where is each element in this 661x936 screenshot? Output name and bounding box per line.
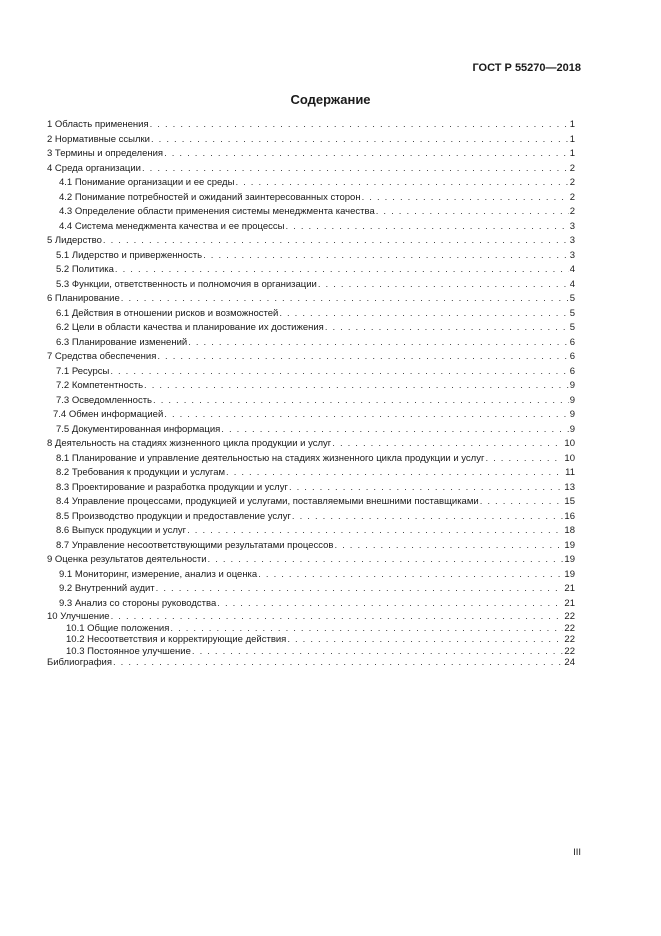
toc-entry-page: 16 — [564, 510, 575, 522]
toc-entry-page: 9 — [569, 423, 575, 435]
toc-entry-page: 24 — [564, 657, 575, 668]
toc-entry-page: 21 — [564, 597, 575, 609]
toc-entry-label: 10.3 Постоянное улучшение — [66, 645, 191, 657]
dot-leader — [164, 408, 568, 423]
toc-entry-label: 7.5 Документированная информация — [56, 423, 221, 435]
toc-entry-label: 4.2 Понимание потребностей и ожиданий заинтересованных сторон — [59, 191, 361, 203]
toc-entry-label: 4 Среда организации — [47, 162, 141, 174]
dot-leader — [292, 510, 564, 525]
dot-leader — [110, 365, 568, 380]
dot-leader — [157, 350, 568, 365]
toc-entry-label: 2 Нормативные ссылки — [47, 133, 150, 145]
toc-entry-label: 7.3 Осведомленность — [56, 394, 153, 406]
toc-entry[interactable] — [47, 162, 575, 177]
page-title: Содержание — [290, 92, 371, 107]
dot-leader — [151, 133, 569, 148]
toc-entry[interactable] — [47, 568, 575, 583]
toc-entry[interactable] — [47, 408, 575, 423]
toc-entry[interactable] — [47, 321, 575, 336]
toc-entry-label: 5 Лидерство — [47, 235, 102, 246]
toc-entry-page: 4 — [569, 278, 575, 290]
toc-entry-label: 10.2 Несоответствия и корректирующие действия — [66, 634, 287, 645]
toc-entry-page: 10 — [564, 452, 575, 464]
toc-entry-label: 10 Улучшение — [47, 611, 110, 622]
toc-entry-page: 5 — [569, 307, 575, 319]
toc-entry[interactable] — [47, 481, 575, 496]
dot-leader — [217, 597, 563, 612]
toc-entry-page: 5 — [569, 293, 575, 304]
toc-entry[interactable] — [47, 350, 575, 365]
toc-entry[interactable] — [47, 292, 575, 307]
toc-entry[interactable] — [47, 379, 575, 394]
toc-entry-page: 2 — [569, 206, 575, 217]
dot-leader — [325, 321, 569, 336]
toc-entry-page: 21 — [564, 583, 575, 594]
toc-entry-page: 2 — [569, 177, 575, 188]
toc-entry-page: 6 — [569, 336, 575, 348]
toc-entry[interactable] — [47, 582, 575, 597]
dot-leader — [187, 524, 563, 539]
toc-entry-page: 1 — [569, 119, 575, 130]
toc-entry-page: 22 — [564, 645, 575, 657]
toc-entry-label: 9.1 Мониторинг, измерение, анализ и оценка — [59, 568, 258, 580]
toc-entry[interactable] — [47, 234, 575, 249]
toc-entry-label: 5.3 Функции, ответственность и полномочия в организации — [56, 278, 317, 290]
toc-entry-page: 3 — [569, 220, 575, 232]
toc-entry-page: 15 — [564, 496, 575, 507]
dot-leader — [208, 553, 564, 568]
dot-leader — [170, 623, 563, 635]
toc-entry-label: 5.2 Политика — [56, 264, 114, 275]
toc-entry[interactable] — [47, 524, 575, 539]
toc-entry-page: 3 — [569, 235, 575, 246]
toc-entry-label: 8.3 Проектирование и разработка продукции и услуг — [56, 481, 288, 493]
toc-entry-label: 6 Планирование — [47, 293, 120, 304]
toc-entry-page: 6 — [569, 365, 575, 377]
dot-leader — [285, 220, 568, 235]
toc-entry-page: 4 — [569, 264, 575, 275]
toc-entry[interactable] — [47, 495, 575, 510]
toc-entry[interactable] — [47, 452, 575, 467]
dot-leader — [150, 118, 569, 133]
toc-entry-label: 3 Термины и определения — [47, 148, 164, 159]
toc-entry-label: 7.4 Обмен информацией — [53, 409, 164, 420]
toc-entry-page: 18 — [564, 525, 575, 536]
toc-entry[interactable] — [47, 623, 575, 635]
toc-entry-page: 11 — [565, 467, 575, 478]
toc-entry[interactable] — [47, 423, 575, 438]
toc-entry-page: 1 — [569, 133, 575, 145]
toc-entry[interactable] — [47, 394, 575, 409]
dot-leader — [279, 307, 568, 322]
dot-leader — [376, 205, 569, 220]
toc-entry-page: 6 — [569, 351, 575, 362]
dot-leader — [221, 423, 568, 438]
dot-leader — [203, 249, 569, 264]
toc-entry[interactable] — [47, 510, 575, 525]
toc-entry-label: 4.4 Система менеджмента качества и ее процессы — [59, 220, 285, 232]
toc-entry[interactable] — [47, 278, 575, 293]
dot-leader — [480, 495, 564, 510]
toc-entry-page: 13 — [564, 481, 575, 493]
page-number: III — [573, 847, 581, 858]
toc-entry-label: 8 Деятельность на стадиях жизненного цикла продукции и услуг — [47, 438, 332, 449]
toc-entry-label: 7 Средства обеспечения — [47, 351, 157, 362]
dot-leader — [287, 634, 563, 646]
toc-entry-page: 9 — [569, 380, 575, 391]
toc-entry-page: 22 — [564, 634, 575, 645]
toc-entry-label: 6.2 Цели в области качества и планирование их достижения — [56, 322, 324, 333]
toc-entry-label: 9.3 Анализ со стороны руководства — [59, 597, 217, 609]
dot-leader — [485, 452, 563, 467]
toc-entry-page: 22 — [564, 611, 575, 622]
toc-entry-page: 3 — [569, 249, 575, 261]
toc-entry[interactable] — [47, 466, 575, 481]
toc-entry-label: 1 Область применения — [47, 119, 149, 130]
toc-entry[interactable] — [47, 249, 575, 264]
toc-entry-label: 9 Оценка результатов деятельности — [47, 554, 207, 565]
toc-entry-label: 8.2 Требования к продукции и услугам — [56, 467, 226, 478]
dot-leader — [115, 263, 569, 278]
dot-leader — [362, 191, 569, 206]
toc-entry[interactable] — [47, 597, 575, 612]
toc-entry-page: 1 — [569, 148, 575, 159]
dot-leader — [235, 176, 568, 191]
toc-entry-label: 7.1 Ресурсы — [56, 365, 110, 377]
dot-leader — [156, 582, 564, 597]
dot-leader — [111, 611, 564, 623]
toc-entry[interactable] — [47, 307, 575, 322]
toc-entry[interactable] — [47, 220, 575, 235]
toc-entry[interactable] — [47, 657, 575, 669]
toc-entry-page: 2 — [569, 162, 575, 174]
toc-entry[interactable] — [47, 147, 575, 162]
dot-leader — [121, 292, 569, 307]
dot-leader — [144, 379, 569, 394]
toc-entry-page: 2 — [569, 191, 575, 203]
dot-leader — [289, 481, 563, 496]
dot-leader — [188, 336, 569, 351]
toc-entry-label: 8.6 Выпуск продукции и услуг — [56, 525, 187, 536]
document-code: ГОСТ Р 55270—2018 — [472, 62, 581, 74]
dot-leader — [142, 162, 569, 177]
toc-entry[interactable] — [47, 336, 575, 351]
toc-entry[interactable] — [47, 611, 575, 623]
toc-entry[interactable] — [47, 365, 575, 380]
toc-entry-label: 7.2 Компетентность — [56, 380, 144, 391]
table-of-contents — [47, 118, 575, 669]
toc-entry-label: 8.4 Управление процессами, продукцией и услугами, поставляемыми внешними поставщиками — [56, 496, 479, 507]
dot-leader — [164, 147, 569, 162]
toc-entry[interactable] — [47, 263, 575, 278]
toc-entry[interactable] — [47, 133, 575, 148]
toc-entry-page: 10 — [564, 438, 575, 449]
toc-entry[interactable] — [47, 634, 575, 646]
toc-entry[interactable] — [47, 553, 575, 568]
toc-entry-label: 10.1 Общие положения — [66, 622, 170, 634]
dot-leader — [258, 568, 563, 583]
dot-leader — [192, 646, 564, 658]
dot-leader — [334, 539, 563, 554]
toc-entry-label: 6.3 Планирование изменений — [56, 336, 188, 348]
toc-entry-label: 4.1 Понимание организации и ее среды — [59, 177, 235, 188]
dot-leader — [226, 466, 564, 481]
dot-leader — [113, 657, 563, 669]
toc-entry[interactable] — [47, 205, 575, 220]
dot-leader — [332, 437, 563, 452]
toc-entry[interactable] — [47, 176, 575, 191]
toc-entry-page: 9 — [569, 394, 575, 406]
toc-entry-page: 9 — [569, 409, 575, 420]
toc-entry-page: 19 — [564, 568, 575, 580]
toc-entry[interactable] — [47, 191, 575, 206]
toc-entry[interactable] — [47, 539, 575, 554]
toc-entry-page: 19 — [564, 539, 575, 551]
toc-entry[interactable] — [47, 646, 575, 658]
toc-entry-page: 5 — [569, 322, 575, 333]
dot-leader — [318, 278, 569, 293]
toc-entry-label: 8.7 Управление несоответствующими результатами процессов — [56, 539, 334, 551]
toc-entry-label: Библиография — [47, 657, 112, 668]
toc-entry-label: 8.5 Производство продукции и предоставление услуг — [56, 510, 291, 522]
toc-entry[interactable] — [47, 437, 575, 452]
toc-entry[interactable] — [47, 118, 575, 133]
toc-entry-page: 22 — [564, 622, 575, 634]
toc-entry-label: 9.2 Внутренний аудит — [59, 583, 155, 594]
toc-entry-label: 8.1 Планирование и управление деятельностью на стадиях жизненного цикла продукции и услуг — [56, 452, 485, 464]
dot-leader — [153, 394, 569, 409]
dot-leader — [103, 234, 569, 249]
toc-entry-label: 4.3 Определение области применения системы менеджмента качества — [59, 206, 375, 217]
toc-entry-label: 5.1 Лидерство и приверженность — [56, 249, 203, 261]
toc-entry-page: 19 — [564, 554, 575, 565]
toc-entry-label: 6.1 Действия в отношении рисков и возможностей — [56, 307, 279, 319]
